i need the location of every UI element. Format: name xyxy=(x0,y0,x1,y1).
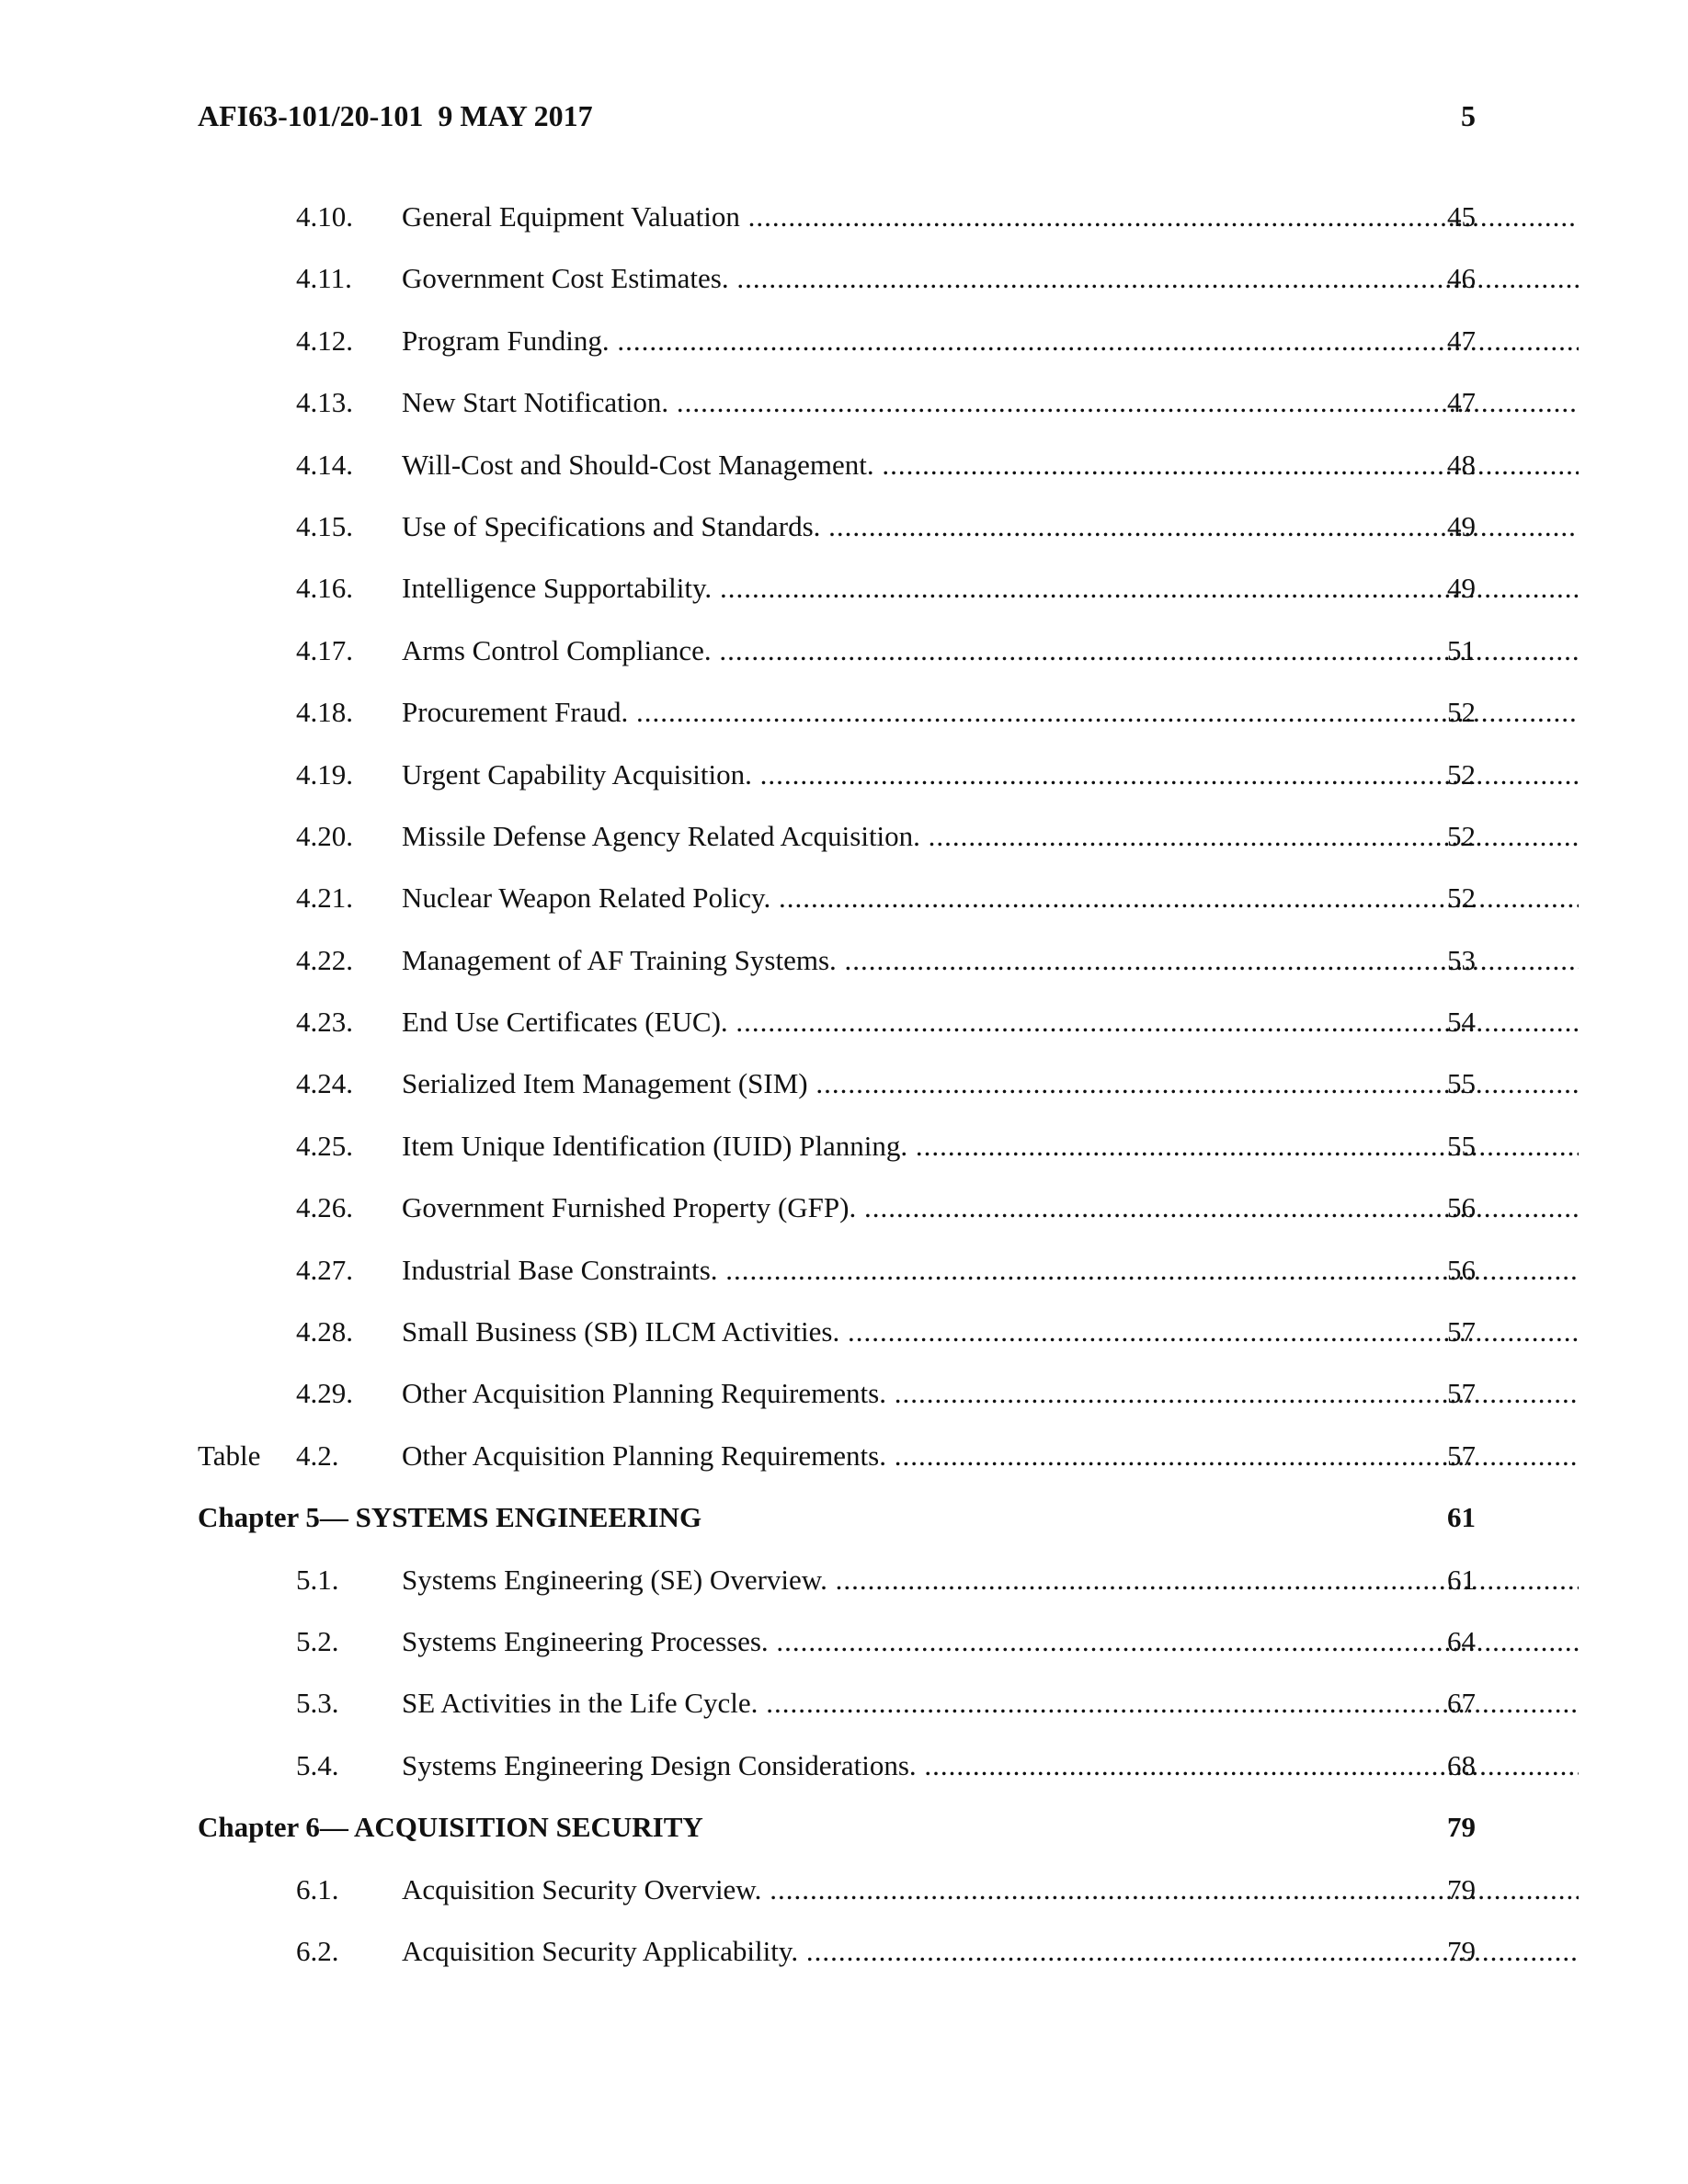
chapter-page: 79 xyxy=(1447,1811,1476,1844)
toc-entry[interactable] xyxy=(198,880,1476,941)
document-title: AFI63-101/20-101 9 MAY 2017 xyxy=(198,99,593,132)
toc-entry[interactable] xyxy=(198,199,1476,260)
toc-entry[interactable] xyxy=(198,1623,1476,1685)
toc-entry-number: 4.2. xyxy=(296,1439,339,1472)
toc-entry[interactable] xyxy=(198,323,1476,384)
toc-entry-page: 51 xyxy=(1447,633,1476,666)
toc-entry-title: Government Furnished Property (GFP). xyxy=(402,1191,857,1224)
toc-entry-title: Acquisition Security Overview. xyxy=(402,1872,762,1905)
toc-entry[interactable] xyxy=(198,1747,1476,1809)
toc-entry-title: Small Business (SB) ILCM Activities. xyxy=(402,1315,840,1348)
toc-entry-number: 6.1. xyxy=(296,1872,339,1905)
toc-entry-number: 4.25. xyxy=(296,1129,353,1162)
toc-entry-page: 56 xyxy=(1447,1191,1476,1224)
toc-entry-title: End Use Certificates (EUC). xyxy=(402,1006,728,1039)
toc-entry-page: 47 xyxy=(1447,386,1476,419)
toc-entry-page: 52 xyxy=(1447,757,1476,791)
toc-entry-page: 67 xyxy=(1447,1687,1476,1720)
toc-entry[interactable] xyxy=(198,694,1476,756)
toc-entry-title: Systems Engineering Processes. xyxy=(402,1624,769,1657)
toc-entry-title: Missile Defense Agency Related Acquisition. xyxy=(402,819,920,852)
toc-entry-title: Serialized Item Management (SIM) xyxy=(402,1067,808,1100)
toc-entry[interactable] xyxy=(198,1685,1476,1746)
toc-entry-page: 64 xyxy=(1447,1624,1476,1657)
toc-entry[interactable] xyxy=(198,942,1476,1004)
toc-entry-page: 48 xyxy=(1447,448,1476,481)
toc-entry[interactable] xyxy=(198,1065,1476,1127)
toc-entry-title: Nuclear Weapon Related Policy. xyxy=(402,882,771,915)
toc-entry-title: Management of AF Training Systems. xyxy=(402,943,837,976)
toc-entry-number: 4.21. xyxy=(296,882,353,915)
toc-entry[interactable] xyxy=(198,1004,1476,1065)
toc-entry[interactable] xyxy=(198,1375,1476,1437)
toc-entry-number: 5.1. xyxy=(296,1563,339,1596)
toc-entry-title: Program Funding. xyxy=(402,324,610,357)
toc-entry-title: Item Unique Identification (IUID) Planning. xyxy=(402,1129,908,1162)
toc-entry-title: Systems Engineering Design Considerations. xyxy=(402,1748,917,1781)
toc-entry-page: 79 xyxy=(1447,1872,1476,1905)
toc-entry-title: Urgent Capability Acquisition. xyxy=(402,757,752,791)
toc-entry-prefix: Table xyxy=(198,1439,261,1472)
toc-entry[interactable] xyxy=(198,1128,1476,1189)
toc-entry-page: 54 xyxy=(1447,1006,1476,1039)
chapter-title: Chapter 6— ACQUISITION SECURITY xyxy=(198,1811,703,1844)
toc-entry-title: Will-Cost and Should-Cost Management. xyxy=(402,448,874,481)
toc-entry-number: 4.27. xyxy=(296,1253,353,1286)
toc-entry[interactable] xyxy=(198,756,1476,818)
toc-entry-number: 5.3. xyxy=(296,1687,339,1720)
toc-entry-number: 4.10. xyxy=(296,200,353,233)
toc-entry-page: 52 xyxy=(1447,696,1476,729)
toc-table-entry[interactable] xyxy=(198,1438,1476,1499)
toc-entry-title: Acquisition Security Applicability. xyxy=(402,1934,799,1967)
toc-entry-page: 52 xyxy=(1447,819,1476,852)
toc-entry-title: Government Cost Estimates. xyxy=(402,262,729,295)
toc-entry-title: Arms Control Compliance. xyxy=(402,633,712,666)
toc-entry-number: 5.4. xyxy=(296,1748,339,1781)
toc-entry-title: Intelligence Supportability. xyxy=(402,572,713,605)
toc-entry[interactable] xyxy=(198,260,1476,322)
chapter-title: Chapter 5— SYSTEMS ENGINEERING xyxy=(198,1501,702,1534)
toc-entry-number: 6.2. xyxy=(296,1934,339,1967)
toc-entry-number: 4.12. xyxy=(296,324,353,357)
toc-entry-number: 4.20. xyxy=(296,819,353,852)
toc-entry-page: 61 xyxy=(1447,1563,1476,1596)
toc-entry-page: 79 xyxy=(1447,1934,1476,1967)
toc-entry[interactable] xyxy=(198,508,1476,570)
toc-entry-number: 4.19. xyxy=(296,757,353,791)
toc-entry-page: 46 xyxy=(1447,262,1476,295)
toc-entry-page: 53 xyxy=(1447,943,1476,976)
toc-entry-number: 4.15. xyxy=(296,509,353,542)
page-header xyxy=(198,99,1476,138)
toc-entry-page: 57 xyxy=(1447,1377,1476,1410)
toc-entry-title: Other Acquisition Planning Requirements. xyxy=(402,1439,886,1472)
toc-entry-number: 4.28. xyxy=(296,1315,353,1348)
toc-entry-number: 4.11. xyxy=(296,262,352,295)
toc-entry-title: Procurement Fraud. xyxy=(402,696,629,729)
toc-entry-page: 57 xyxy=(1447,1315,1476,1348)
toc-chapter-heading[interactable] xyxy=(198,1499,1476,1561)
toc-entry[interactable] xyxy=(198,447,1476,508)
toc-entry-number: 4.16. xyxy=(296,572,353,605)
toc-entry-title: Systems Engineering (SE) Overview. xyxy=(402,1563,827,1596)
toc-entry-page: 68 xyxy=(1447,1748,1476,1781)
toc-entry-page: 57 xyxy=(1447,1439,1476,1472)
toc-entry-page: 55 xyxy=(1447,1129,1476,1162)
toc-entry-number: 4.24. xyxy=(296,1067,353,1100)
toc-entry[interactable] xyxy=(198,384,1476,446)
chapter-page: 61 xyxy=(1447,1501,1476,1534)
toc-entry-title: Other Acquisition Planning Requirements. xyxy=(402,1377,886,1410)
toc-entry-page: 49 xyxy=(1447,572,1476,605)
toc-entry-page: 49 xyxy=(1447,509,1476,542)
toc-entry-page: 55 xyxy=(1447,1067,1476,1100)
toc-chapter-heading[interactable] xyxy=(198,1809,1476,1871)
toc-entry[interactable] xyxy=(198,1314,1476,1375)
toc-entry-page: 56 xyxy=(1447,1253,1476,1286)
toc-entry-number: 4.13. xyxy=(296,386,353,419)
toc-entry-title: Industrial Base Constraints. xyxy=(402,1253,718,1286)
toc-entry-number: 4.23. xyxy=(296,1006,353,1039)
toc-entry-number: 4.18. xyxy=(296,696,353,729)
toc-entry-title: New Start Notification. xyxy=(402,386,669,419)
toc-entry[interactable] xyxy=(198,1933,1476,1995)
toc-entry-title: General Equipment Valuation xyxy=(402,200,740,233)
toc-entry[interactable] xyxy=(198,632,1476,694)
toc-entry-number: 4.26. xyxy=(296,1191,353,1224)
toc-entry-page: 47 xyxy=(1447,324,1476,357)
toc-entry[interactable] xyxy=(198,818,1476,880)
toc-entry[interactable] xyxy=(198,1189,1476,1251)
toc-entry[interactable] xyxy=(198,570,1476,631)
toc-entry-title: Use of Specifications and Standards. xyxy=(402,509,821,542)
toc-entry-title: SE Activities in the Life Cycle. xyxy=(402,1687,758,1720)
toc-entry-page: 52 xyxy=(1447,882,1476,915)
toc-entry[interactable] xyxy=(198,1252,1476,1314)
toc-entry[interactable] xyxy=(198,1562,1476,1623)
toc-entry-number: 4.22. xyxy=(296,943,353,976)
toc-entry-number: 4.17. xyxy=(296,633,353,666)
toc-entry-number: 4.14. xyxy=(296,448,353,481)
page-number: 5 xyxy=(1461,99,1476,132)
toc-entry-number: 5.2. xyxy=(296,1624,339,1657)
toc-entry-page: 45 xyxy=(1447,200,1476,233)
table-of-contents xyxy=(198,199,1476,1995)
toc-entry-number: 4.29. xyxy=(296,1377,353,1410)
toc-entry[interactable] xyxy=(198,1871,1476,1933)
